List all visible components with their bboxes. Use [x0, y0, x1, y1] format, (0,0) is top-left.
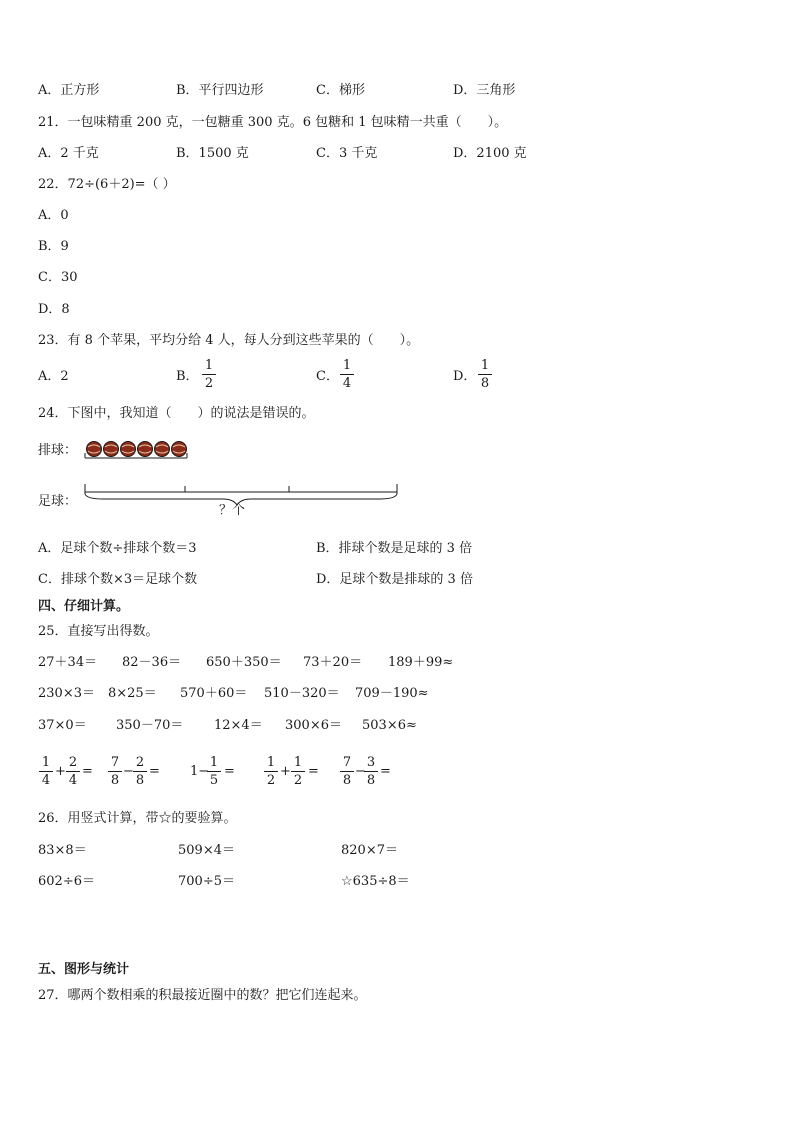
calc-item: 37×0＝	[38, 718, 87, 733]
fraction: 1 4	[39, 755, 53, 788]
q21-option-c[interactable]: C．3 千克	[316, 146, 378, 161]
q24-option-d[interactable]: D．足球个数是排球的 3 倍	[316, 572, 473, 587]
q24-stem: 24．下图中，我知道（ ）的说法是错误的。	[38, 406, 315, 421]
fraction: 7 8	[108, 755, 122, 788]
volleyball-icon	[138, 442, 153, 457]
volleyball-row-figure	[84, 439, 194, 459]
fraction: 2 4	[66, 755, 80, 788]
calc-item: 73＋20＝	[303, 655, 363, 670]
q27-stem: 27．哪两个数相乘的积最接近圈中的数？把它们连起来。	[38, 988, 367, 1003]
denominator: 8	[480, 376, 490, 391]
equals: =	[380, 764, 391, 779]
q23-option-d-fraction	[478, 358, 492, 391]
numerator: 1	[480, 358, 490, 373]
q21-stem: 21．一包味精重 200 克，一包糖重 300 克。6 包糖和 1 包味精一共重（ ）。	[38, 115, 508, 130]
calc-item: 350－70＝	[116, 718, 184, 733]
calc-item: 602÷6＝	[38, 874, 95, 889]
volleyball-icon	[104, 442, 119, 457]
operator: 1−	[190, 764, 210, 779]
q21-option-d[interactable]: D．2100 克	[453, 146, 527, 161]
fraction: 1 2	[264, 755, 278, 788]
q20-option-a[interactable]: A．正方形	[38, 83, 100, 98]
volleyball-icon	[87, 442, 102, 457]
q20-option-d[interactable]: D．三角形	[453, 83, 516, 98]
football-label: 足球：	[38, 494, 78, 509]
volleyball-icon	[155, 442, 170, 457]
q22-option-d[interactable]: D．8	[38, 302, 70, 317]
calc-item: 12×4＝	[214, 718, 263, 733]
fraction: 1 2	[291, 755, 305, 788]
calc-item: 82－36＝	[122, 655, 182, 670]
calc-item: 300×6＝	[285, 718, 342, 733]
volleyball-icon	[172, 442, 187, 457]
volleyball-icon	[121, 442, 136, 457]
calc-item: 8×25＝	[108, 686, 157, 701]
calc-item: 83×8＝	[38, 843, 87, 858]
denominator: 4	[342, 376, 352, 391]
q23-option-c-fraction	[340, 358, 354, 391]
calc-item: 709－190≈	[355, 686, 429, 701]
equals: =	[308, 764, 319, 779]
denominator: 2	[204, 376, 214, 391]
calc-item: 510－320＝	[264, 686, 340, 701]
calc-item: 700÷5＝	[178, 874, 235, 889]
fraction: 7 8	[340, 755, 354, 788]
q23-option-a[interactable]: A．2	[38, 369, 69, 384]
section-5-title: 五、图形与统计	[38, 962, 130, 977]
q24-option-a[interactable]: A．足球个数÷排球个数＝3	[38, 541, 197, 556]
q24-option-c[interactable]: C．排球个数×3＝足球个数	[38, 572, 198, 587]
q26-stem: 26．用竖式计算，带☆的要验算。	[38, 811, 237, 826]
q23-option-d-label[interactable]: D．	[453, 369, 477, 384]
volleyball-label: 排球：	[38, 443, 78, 458]
operator: −	[123, 764, 134, 779]
numerator: 1	[204, 358, 214, 373]
q21-option-b[interactable]: B．1500 克	[176, 146, 249, 161]
numerator: 1	[342, 358, 352, 373]
calc-item: 189＋99≈	[388, 655, 454, 670]
operator: −	[355, 764, 366, 779]
q20-option-b[interactable]: B．平行四边形	[176, 83, 264, 98]
calc-item: 570＋60＝	[180, 686, 248, 701]
operator: +	[55, 764, 66, 779]
calc-item: 27＋34＝	[38, 655, 98, 670]
section-4-title: 四、仔细计算。	[38, 599, 130, 614]
q24-option-b[interactable]: B．排球个数是足球的 3 倍	[316, 541, 473, 556]
fraction: 1 5	[207, 755, 221, 788]
q22-option-a[interactable]: A．0	[38, 208, 69, 223]
operator: +	[280, 764, 291, 779]
equals: =	[224, 764, 235, 779]
q22-option-b[interactable]: B．9	[38, 239, 69, 254]
calc-item: 230×3＝	[38, 686, 95, 701]
fraction: 3 8	[364, 755, 378, 788]
q22-option-c[interactable]: C．30	[38, 270, 78, 285]
q25-stem: 25．直接写出得数。	[38, 624, 159, 639]
q21-option-a[interactable]: A．2 千克	[38, 146, 99, 161]
q20-option-c[interactable]: C．梯形	[316, 83, 365, 98]
calc-item: 503×6≈	[362, 718, 417, 733]
fraction: 2 8	[133, 755, 147, 788]
equals: =	[82, 764, 93, 779]
calc-item: ☆635÷8＝	[341, 874, 410, 889]
q23-stem: 23．有 8 个苹果，平均分给 4 人，每人分到这些苹果的（ ）。	[38, 333, 420, 348]
q23-option-b-fraction	[202, 358, 216, 391]
q22-stem: 22．72÷(6＋2)=（ ）	[38, 177, 176, 192]
q23-option-b-label[interactable]: B．	[176, 369, 199, 384]
calc-item: 509×4＝	[178, 843, 235, 858]
football-count-label: ？个	[219, 503, 246, 518]
q23-option-c-label[interactable]: C．	[316, 369, 339, 384]
calc-item: 650＋350＝	[206, 655, 282, 670]
calc-item: 820×7＝	[341, 843, 398, 858]
equals: =	[149, 764, 160, 779]
